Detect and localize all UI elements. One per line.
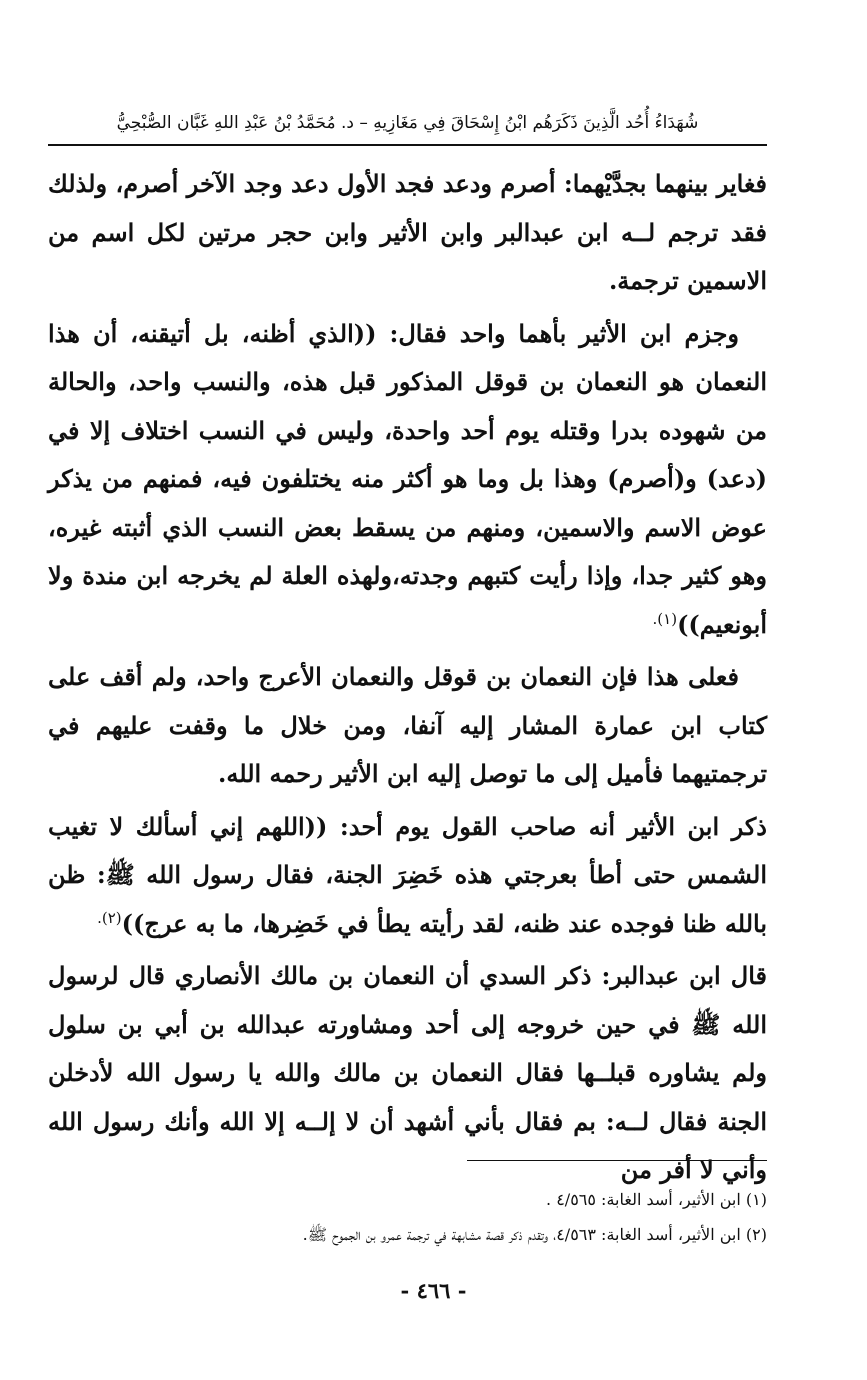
footnote-ref: (١). xyxy=(652,609,678,628)
paragraph xyxy=(48,160,767,306)
paragraph-text: وجزم ابن الأثير بأهما واحد فقال: ((الذي أظنه، بل أتيقنه، أن هذا النعمان هو النعمان بن قوقل المذكور قبل هذه، والنسب واحد، والحالة من شهوده بدرا وقتله يوم أحد واحدة، وليس في النسب اختلاف إلا في (دعد) و(أصرم) وهذا بل وما هو أكثر منه يختلفون فيه، فمنهم من يذكر عوض الاسم والاسمين، ومنهم من يسقط بعض النسب الذي أثبته غيره، وهو كثير جدا، وإذا رأيت كتبهم وجدته،ولهذه العلة لم يخرجه ابن مندة ولا أبونعيم)) xyxy=(48,318,767,639)
footnote: (٢) ابن الأثير، أسد الغابة: ٤/٥٦٣، وتقدم ذكر قصة مشابهة في ترجمة عمرو بن الجموح ﷺ. xyxy=(302,1225,767,1244)
footnote-ref: (٢). xyxy=(97,908,122,927)
header-rule xyxy=(48,144,767,146)
paragraph xyxy=(48,653,767,799)
paragraph-text: فعلى هذا فإن النعمان بن قوقل والنعمان الأعرج واحد، ولم أقف على كتاب ابن عمارة المشار إليه آنفا، ومن خلال ما وقفت عليهم في ترجمتيهما فأميل إلى ما توصل إليه ابن الأثير رحمه الله. xyxy=(48,662,767,788)
paragraph xyxy=(48,310,767,650)
running-header: شُهَدَاءُ أُحُد الَّذِينَ ذَكَرَهُم ابْنُ إِسْحَاقَ فِي مَغَازِيهِ – د. مُحَمَّدُ بْنُ عَبْدِ اللهِ غَبَّان الصُّبْحِيُّ xyxy=(116,113,699,133)
paragraph-text: فغاير بينهما بجدَّيْهما: أصرم ودعد فجد الأول دعد وجد الآخر أصرم، ولذلك فقد ترجم لــه ابن عبدالبر وابن الأثير وابن حجر مرتين لكل اسم من الاسمين ترجمة. xyxy=(48,169,767,295)
footnote-rule xyxy=(467,1160,767,1161)
footnotes xyxy=(48,1182,767,1252)
paragraph xyxy=(48,803,767,949)
paragraph xyxy=(48,952,767,1195)
body-text xyxy=(48,160,767,1199)
page-number: - ٤٦٦ - xyxy=(400,1278,467,1303)
footnote: (١) ابن الأثير، أسد الغابة: ٤/٥٦٥ . xyxy=(546,1190,767,1209)
paragraph-text: قال ابن عبدالبر: ذكر السدي أن النعمان بن مالك الأنصاري قال لرسول الله ﷺ في حين خروجه إلى أحد ومشاورته عبدالله بن أبي بن سلول ولم يشاوره قبلــها فقال النعمان بن مالك والله يا رسول الله لأدخلن الجنة فقال لــه: بم فقال بأني أشهد أن لا إلــه إلا الله وأنك رسول الله وأني لا أفر من xyxy=(48,961,767,1184)
paragraph-text: ذكر ابن الأثير أنه صاحب القول يوم أحد: ((اللهم إني أسألك لا تغيب الشمس حتى أطأ بعرجتي هذه خَضِرَ الجنة، فقال رسول الله ﷺ: ظن بالله ظنا فوجده عند ظنه، لقد رأيته يطأ في خَضِرها، ما به عرج)) xyxy=(48,811,767,938)
